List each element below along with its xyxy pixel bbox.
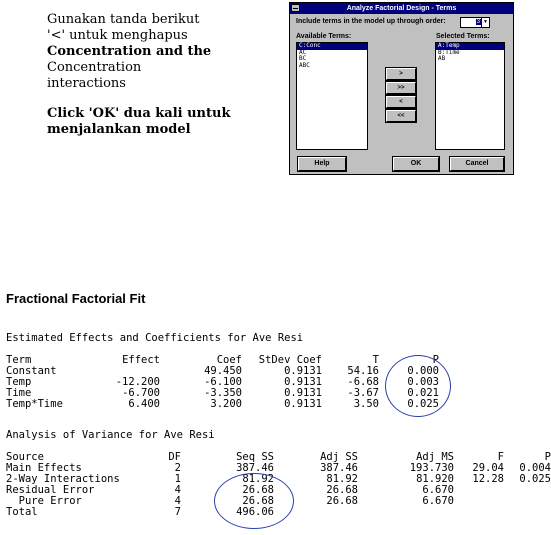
instruction-line: interactions xyxy=(47,76,126,91)
table-cell: 0.004 xyxy=(519,462,551,474)
table-cell: 1 xyxy=(174,473,181,485)
table-cell: -3.67 xyxy=(347,387,379,399)
dialog-title: Analyze Factorial Design - Terms xyxy=(346,5,457,12)
table-cell: 26.68 xyxy=(242,484,274,496)
table-cell: Total xyxy=(6,506,38,518)
table-cell: 3.200 xyxy=(210,398,242,410)
table-cell: 4 xyxy=(174,484,181,496)
remove-all-terms-button[interactable]: << xyxy=(386,110,416,122)
add-term-button[interactable]: > xyxy=(386,68,416,80)
include-order-label: Include terms in the model up through order: xyxy=(296,18,446,25)
column-header: Term xyxy=(6,354,32,366)
table-cell: 54.16 xyxy=(347,365,379,377)
ok-button[interactable]: OK xyxy=(393,157,439,171)
available-terms-label: Available Terms: xyxy=(296,33,352,40)
table-cell: 387.46 xyxy=(320,462,358,474)
list-item[interactable]: BC xyxy=(299,55,307,62)
column-header: P xyxy=(432,354,439,366)
table-cell: -6.700 xyxy=(122,387,160,399)
table-cell: 0.025 xyxy=(407,398,439,410)
table-cell: 26.68 xyxy=(326,484,358,496)
instruction-line: Click 'OK' dua kali untuk xyxy=(47,106,231,121)
table-cell: 6.670 xyxy=(422,484,454,496)
effects-heading: Estimated Effects and Coefficients for Ave Resi xyxy=(6,332,304,344)
table-cell: Temp*Time xyxy=(6,398,63,410)
table-cell: Time xyxy=(6,387,32,399)
help-button[interactable]: Help xyxy=(298,157,346,171)
table-cell: 0.9131 xyxy=(284,398,322,410)
p-value-highlight-circle xyxy=(385,355,451,417)
selected-terms-list[interactable] xyxy=(435,42,505,150)
column-header: Source xyxy=(6,451,44,463)
anova-heading: Analysis of Variance for Ave Resi xyxy=(6,429,215,441)
chevron-down-icon[interactable]: ▼ xyxy=(481,18,489,27)
table-cell: 0.000 xyxy=(407,365,439,377)
table-cell: -3.350 xyxy=(204,387,242,399)
table-cell: 81.920 xyxy=(416,473,454,485)
order-select[interactable] xyxy=(460,17,490,28)
list-item[interactable]: ABC xyxy=(299,61,310,69)
list-item[interactable]: C:Conc xyxy=(297,43,367,50)
table-cell: 26.68 xyxy=(242,495,274,507)
table-cell: 81.92 xyxy=(242,473,274,485)
instruction-line: '<' untuk menghapus xyxy=(47,28,188,43)
table-cell: 193.730 xyxy=(409,462,454,474)
column-header: DF xyxy=(168,451,181,463)
system-menu-icon[interactable] xyxy=(291,4,300,12)
table-cell: 3.50 xyxy=(353,398,379,410)
column-header: Coef xyxy=(216,354,242,366)
table-cell: 2 xyxy=(174,462,181,474)
table-cell: Constant xyxy=(6,365,57,377)
list-item[interactable]: AB xyxy=(438,55,446,62)
table-cell: 0.021 xyxy=(407,387,439,399)
table-cell: 81.92 xyxy=(326,473,358,485)
instruction-line: Concentration and the xyxy=(47,44,212,59)
order-value: 3 xyxy=(476,19,480,25)
column-header: Adj SS xyxy=(320,451,358,463)
remove-term-button[interactable]: < xyxy=(386,96,416,108)
table-cell: Pure Error xyxy=(6,495,82,507)
instruction-line: menjalankan model xyxy=(47,122,191,137)
table-cell: -6.68 xyxy=(347,376,379,388)
available-terms-list[interactable] xyxy=(296,42,368,150)
column-header: P xyxy=(544,451,551,463)
table-cell: 26.68 xyxy=(326,495,358,507)
table-cell: 49.450 xyxy=(204,365,242,377)
column-header: T xyxy=(372,354,379,366)
table-cell: 12.28 xyxy=(472,473,504,485)
table-cell: 0.003 xyxy=(407,376,439,388)
table-cell: 0.9131 xyxy=(284,376,322,388)
table-cell: 6.400 xyxy=(128,398,160,410)
table-cell: 2-Way Interactions xyxy=(6,473,120,485)
selected-terms-label: Selected Terms: xyxy=(436,33,490,40)
table-cell: 6.670 xyxy=(422,495,454,507)
instruction-text xyxy=(47,12,287,138)
add-all-terms-button[interactable]: >> xyxy=(386,82,416,94)
effects-table xyxy=(6,355,551,415)
table-cell: 387.46 xyxy=(236,462,274,474)
table-cell: -12.200 xyxy=(115,376,160,388)
table-cell: Residual Error xyxy=(6,484,95,496)
table-cell: Main Effects xyxy=(6,462,82,474)
table-cell: 0.9131 xyxy=(284,365,322,377)
list-item[interactable]: A:Temp xyxy=(436,43,504,50)
list-item[interactable]: AC xyxy=(299,48,307,56)
terms-dialog xyxy=(289,2,514,175)
table-cell: -6.100 xyxy=(204,376,242,388)
table-cell: 29.04 xyxy=(472,462,504,474)
column-header: Effect xyxy=(122,354,160,366)
table-cell: 4 xyxy=(174,495,181,507)
table-cell: Temp xyxy=(6,376,32,388)
table-cell: 0.9131 xyxy=(284,387,322,399)
seq-ss-highlight-circle xyxy=(214,473,294,529)
instruction-line: Concentration xyxy=(47,60,142,75)
list-item[interactable]: B:Time xyxy=(438,48,460,56)
table-cell: 496.06 xyxy=(236,506,274,518)
table-cell: 7 xyxy=(174,506,181,518)
output-title: Fractional Factorial Fit xyxy=(6,291,146,306)
cancel-button[interactable]: Cancel xyxy=(450,157,504,171)
column-header: Seq SS xyxy=(236,451,274,463)
column-header: Adj MS xyxy=(416,451,454,463)
instruction-line: Gunakan tanda berikut xyxy=(47,12,200,27)
dialog-title-bar xyxy=(290,3,513,14)
table-cell: 0.025 xyxy=(519,473,551,485)
column-header: StDev Coef xyxy=(258,354,322,366)
column-header: F xyxy=(497,451,504,463)
